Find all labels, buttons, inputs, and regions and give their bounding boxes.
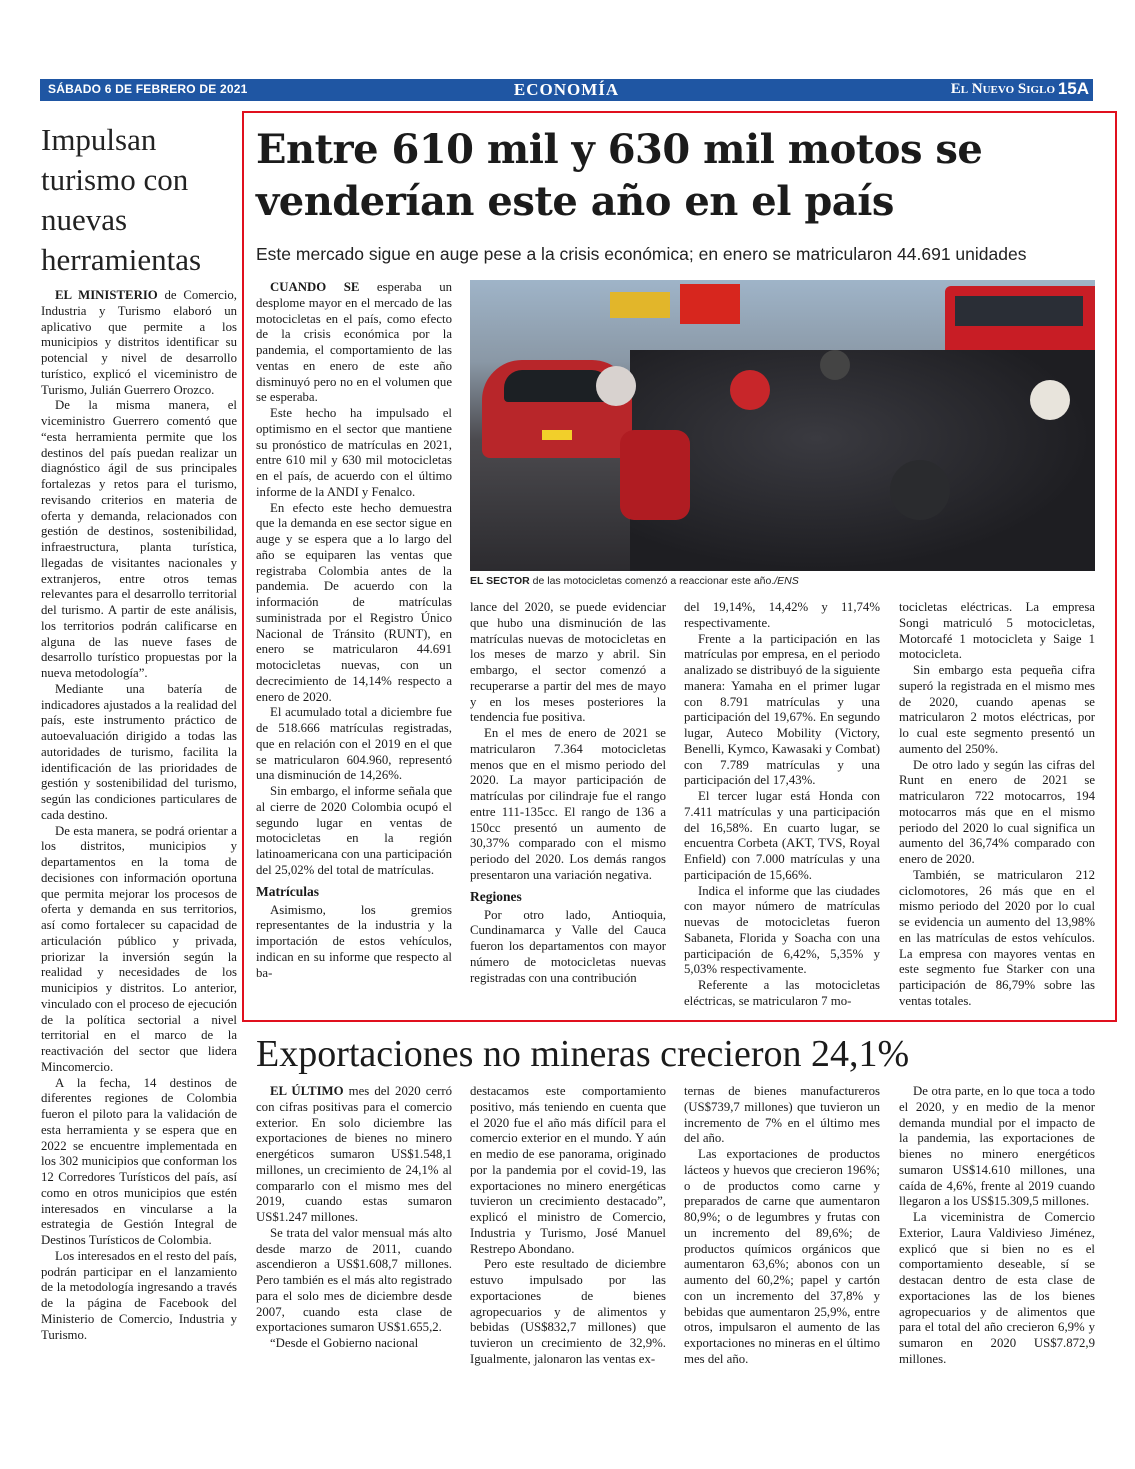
paragraph-text: La viceministra de Comercio Exterior, Laura Valdivieso Jiménez, explicó que si bien no es el comportamiento deseable, sí se destacan dentro de esta clase de exportaciones las de los bienes agropecuarios y de alimentos que para el total del año crecieron 6,9% y sumaron en 2020 US$7.872,9 millones. <box>899 1210 1095 1366</box>
issue-date: SÁBADO 6 DE FEBRERO DE 2021 <box>48 82 248 96</box>
paragraph <box>684 978 880 1010</box>
paragraph-text: Frente a la participación en las matrículas por empresa, en el periodo analizado se distribuyó de la siguiente manera: Yamaha en el primer lugar con 8.791 matrículas y una participación del 19,67%. En segundo lugar, Auteco Mobility (Victory, Benelli, Kymco, Kawasaki y Combat) con 7.789 matrículas y una participación del 17,43%. <box>684 631 880 788</box>
photo-red-motorcycle <box>620 430 690 520</box>
paragraph-text: destacamos este comportamiento positivo, más teniendo en cuenta que el 2020 fue el año más difícil para el comercio exterior en el mundo. Y aún en medio de ese panorama, originado por la pandemia por el covid-19, las exportaciones no minero energéticas tuvieron un crecimiento destacado”, explicó el ministro de Comercio, Industria y Turismo, José Manuel Restrepo Abondano. <box>470 1084 666 1256</box>
paragraph-text: En el mes de enero de 2021 se matricularon 7.364 motocicletas menos que en el mismo periodo del 2020. La mayor participación de matrículas por cilindraje fue el rango entre 111-135cc. El rango de 136 a 150cc presentó un aumento de 30,37% comparado con el mismo periodo del 2020. Los demás rangos presentaron una variación negativa. <box>470 726 666 882</box>
paragraph <box>41 682 237 824</box>
side-article-title: Impulsan turismo con nuevas herramientas <box>41 122 202 277</box>
paragraph <box>684 1084 880 1147</box>
subheading: Matrículas <box>256 883 319 899</box>
photo-caption <box>470 575 1095 588</box>
paragraph-text: Mediante una batería de indicadores ajustados a la realidad del país, este instrumento práctico de autoevaluación dirigido a todas las autoridades de turismo, facilita la identificación de las prioridades de gestión y sostenibilidad del turismo, según las condiciones particulares de cada destino. <box>41 681 237 822</box>
photo-bus-red-distant <box>680 284 740 324</box>
paragraph-text: El acumulado total a diciembre fue de 518.666 matrículas registradas, que en relación con el 2019 en el que se matricularon 604.960, representó una disminución de 14,26%. <box>256 705 452 783</box>
paragraph-text: de Comercio, Industria y Turismo elaboró un aplicativo que permite a los municipios y distritos identificar su potencial y nivel de desarrollo turístico, explicó el viceministro de Turismo, Julián Guerrero Orozco. <box>41 288 237 397</box>
paragraph <box>899 1084 1095 1210</box>
photo-rider-red-jacket <box>730 370 770 410</box>
paragraph <box>899 600 1095 663</box>
paragraph-kicker: EL MINISTERIO <box>55 288 158 302</box>
paragraph <box>470 600 666 726</box>
photo-rider-white-helmet <box>596 366 636 406</box>
photo-bus-yellow <box>610 292 670 318</box>
paragraph <box>256 1336 452 1352</box>
paragraph-text: Los interesados en el resto del país, podrán participar en el lanzamiento de la metodología ingresando a través de la página de Facebook del Ministerio de Comercio, Industria y Turismo. <box>41 1248 237 1342</box>
paragraph <box>256 784 452 879</box>
page-number: 15A <box>1057 79 1089 98</box>
paragraph-text: Las exportaciones de productos lácteos y huevos que crecieron 196%; o de productos como carne y preparados de carne que aumentaron 80,9%; o de legumbres y frutas con un incremento del 89,6%; de productos químicos orgánicos que aumentaron 63,6%; abonos con un aumento del 60,2%; papel y cartón con un incremento del 37,8% y bebidas que aumentaron 25,9%, entre otros, impulsaron el aumento de las exportaciones no mineras en el último mes del año. <box>684 1147 880 1366</box>
feature-headline: Entre 610 mil y 630 mil motos se venderían este año en el país <box>256 126 983 225</box>
subheading: Regiones <box>470 888 522 904</box>
paragraph-text: Sin embargo, el informe señala que al cierre de 2020 Colombia ocupó el segundo lugar en ventas de motocicletas en la región latinoamericana con una participación del 25,02% del total de matrículas. <box>256 784 452 877</box>
paragraph <box>256 1226 452 1336</box>
article2-column-3 <box>684 1084 880 1389</box>
paragraph <box>470 1084 666 1257</box>
paragraph-text: lance del 2020, se puede evidenciar que hubo una disminución de las matrículas nuevas de motocicletas en los meses de marzo y abril. Sin embargo, el sector comenzó a recuperarse a partir del mes de mayo y en los meses posteriores la tendencia fue positiva. <box>470 600 666 725</box>
paragraph <box>41 398 237 682</box>
paragraph-text: Este hecho ha impulsado el optimismo en el sector que mantiene su pronóstico de matrículas en 2021, entre 610 mil y 630 mil motocicletas en el país, de acuerdo con el último informe de la ANDI y Fenalco. <box>256 406 452 499</box>
motorcycles-traffic-photo <box>470 280 1095 571</box>
paragraph-text: Referente a las motocicletas eléctricas, se matricularon 7 mo- <box>684 978 880 1008</box>
paragraph <box>470 726 666 884</box>
photo-rider-foreground <box>890 460 950 520</box>
paragraph-text: Se trata del valor mensual más alto desde marzo de 2011, cuando ascendieron a US$1.608,7 millones. Pero también es el más alto registrado para el solo mes de diciembre desde 2007, cuando esta clase de exportaciones sumaron US$1.655,2. <box>256 1225 452 1335</box>
paragraph-text: De otro lado y según las cifras del Runt en enero de 2021 se matricularon 722 motocarros, 194 motocarros más que en el mismo periodo del 2020 lo cual significa un aumento del 36,74% comparado con enero de 2020. <box>899 757 1095 866</box>
paragraph: Asimismo, los gremios representantes de la industria y la importación de estos vehículos, indican en su informe que respecto al ba- <box>256 902 452 980</box>
paragraph <box>684 884 880 979</box>
paragraph-text: del 19,14%, 14,42% y 11,74% respectivamente. <box>684 600 880 630</box>
paragraph: Por otro lado, Antioquia, Cundinamarca y Valle del Cauca fueron los departamentos con mayor número de motocicletas nuevas registradas con una contribución <box>470 907 666 985</box>
article2-column-4 <box>899 1084 1095 1389</box>
paragraph <box>684 632 880 790</box>
paragraph-text: mes del 2020 cerró con cifras positivas para el comercio exterior. En solo diciembre las exportaciones de bienes no minero energéticos sumaron US$1.548,1 millones, un crecimiento de 24,1% al compararlo con el mismo mes del 2019, cuando estas sumaron US$1.247 millones. <box>256 1084 452 1224</box>
feature-column-3 <box>684 600 880 1010</box>
paragraph <box>256 705 452 784</box>
paragraph <box>899 1210 1095 1368</box>
side-article-body <box>41 288 237 1398</box>
caption-kicker: EL SECTOR <box>470 575 530 587</box>
paragraph <box>41 1249 237 1344</box>
paragraph <box>256 501 452 706</box>
paragraph-text: De la misma manera, el viceministro Guerrero comentó que “esta herramienta permite que los destinos del país puedan realizar un diagnóstico ágil de sus principales fortalezas y retos para el turismo, revisando criterios en materia de oferta y demanda, relacionados con gestión de destinos, sostenibilidad, infraestructura, planta turística, llegadas de visitantes nacionales y extranjeros, entre otros temas relevantes para el desarrollo territorial del turismo. A partir de este análisis, los territorios podrán calificarse en alguna de las nueve fases de desarrollo turístico propuestas por la nueva metodología”. <box>41 398 237 680</box>
paragraph <box>470 1257 666 1367</box>
caption-text: de las motocicletas comenzó a reaccionar este año. <box>529 575 775 587</box>
feature-column-4 <box>899 600 1095 1010</box>
paragraph <box>41 824 237 1076</box>
paragraph <box>684 1147 880 1368</box>
feature-column-1 <box>256 280 452 1010</box>
newspaper-brand: El Nuevo Siglo <box>950 81 1055 97</box>
feature-subheadline: Este mercado sigue en auge pese a la crisis económica; en enero se matricularon 44.691 unidades <box>256 244 1027 264</box>
paragraph <box>256 1084 452 1226</box>
paragraph-text: ternas de bienes manufactureros (US$739,7 millones) que tuvieron un incremento de 7% en el último mes del año. <box>684 1084 880 1146</box>
paragraph-text: También, se matricularon 212 ciclomotores, 26 más que en el mismo periodo del 2020 por lo cual se evidencia un aumento del 13,98% en las matrículas de estos vehículos. La empresa con mayores ventas en este segmento fue Starker con una participación de 86,79% sobre las ventas totales. <box>899 867 1095 1008</box>
masthead-bar <box>40 79 1093 101</box>
paragraph-text: A la fecha, 14 destinos de diferentes regiones de Colombia fueron el piloto para la validación de esta herramienta y se espera que en 2022 se encuentre implementada en los 302 municipios que conforman los 12 Corredores Turísticos del país, así como en otros municipios que estén interesados en vincularse a la estrategia de Gestión Integral de Destinos Turísticos de Colombia. <box>41 1075 237 1247</box>
paragraph <box>899 868 1095 1010</box>
paragraph <box>256 280 452 406</box>
feature-column-2 <box>470 600 666 1010</box>
paragraph <box>899 758 1095 868</box>
paragraph-text: Sin embargo esta pequeña cifra superó la registrada en el mismo mes de 2020, cuando apenas se matricularon 2 motos eléctricas, por lo cual este segmento presentó un aumento del 250%. <box>899 663 1095 756</box>
paragraph-text: El tercer lugar está Honda con 7.411 matrículas y una participación del 16,58%. En cuarto lugar, se encuentra Corbeta (AKT, TVS, Royal Enfield) con 7.000 matrículas y una participación de 15,66%. <box>684 789 880 882</box>
paragraph-text: De otra parte, en lo que toca a todo el 2020, y en medio de la menor demanda mundial por el impacto de la pandemia, las exportaciones de bienes no minero energéticos sumaron US$14.610 millones, una caída de 4,6%, frente al 2019 cuando llegaron a los US$15.309,5 millones. <box>899 1084 1095 1209</box>
paragraph-kicker: CUANDO SE <box>270 280 360 294</box>
paragraph-text: Indica el informe que las ciudades con mayor número de matrículas nuevas de motocicletas fueron Sabaneta, Florida y Soacha con una participación de 6,42%, 5,35% y 5,03% respectivamente. <box>684 883 880 977</box>
article2-column-2 <box>470 1084 666 1389</box>
paragraph-text: tocicletas eléctricas. La empresa Songi matriculó 5 motocicletas, Motorcafé 1 motocicleta y Saige 1 motocicleta. <box>899 600 1095 662</box>
section-name: ECONOMÍA <box>513 80 620 99</box>
paragraph-text: esperaba un desplome mayor en el mercado de las motocicletas en el país, como efecto de la crisis económica por la pandemia, el comportamiento de las ventas en enero de este año disminuyó pero no en el volumen que se esperaba. <box>256 280 452 405</box>
caption-credit: /ENS <box>774 575 799 587</box>
paragraph-text: En efecto este hecho demuestra que la demanda en ese sector sigue en auge y se espera que a lo largo del año se equiparen las ventas que registraba Colombia antes de la pandemia. De acuerdo con la información de matrículas suministrada por el Registro Único Nacional de Tránsito (RUNT), en enero se matricularon 44.691 motocicletas nuevas, con un decrecimiento de 14,14% respecto a enero de 2020. <box>256 500 452 704</box>
photo-motorcycle-crowd <box>630 350 1095 571</box>
paragraph <box>256 406 452 501</box>
paragraph <box>41 288 237 398</box>
paragraph <box>41 1076 237 1249</box>
article2-column-1 <box>256 1084 452 1389</box>
photo-rider-right <box>1030 380 1070 420</box>
photo-rider-middle <box>820 350 850 380</box>
paragraph <box>899 663 1095 758</box>
paragraph-kicker: EL ÚLTIMO <box>270 1084 344 1098</box>
paragraph-text: Pero este resultado de diciembre estuvo impulsado por las exportaciones de bienes agropecuarios y de alimentos y bebidas (US$832,7 millones) que tuvieron un crecimiento de 32,9%. Igualmente, jalonaron las ventas ex- <box>470 1257 666 1366</box>
paragraph <box>684 600 880 632</box>
paragraph-text: “Desde el Gobierno nacional <box>270 1336 419 1350</box>
article2-headline: Exportaciones no mineras crecieron 24,1% <box>256 1033 910 1075</box>
paragraph <box>684 789 880 884</box>
paragraph-text: De esta manera, se podrá orientar a los distritos, municipios y departamentos en la toma de decisiones con información oportuna que permita mejorar los procesos de oferta y demanda en sus territorios, así como fortalecer su capacidad de articulación público y privada, priorizar la inversión según la realidad y necesidades de los municipios y distritos. Lo anterior, vinculado con el proceso de ejecución de la política sectorial a nivel territorial en el marco de la reactivación del sector que lidera Mincomercio. <box>41 823 237 1074</box>
